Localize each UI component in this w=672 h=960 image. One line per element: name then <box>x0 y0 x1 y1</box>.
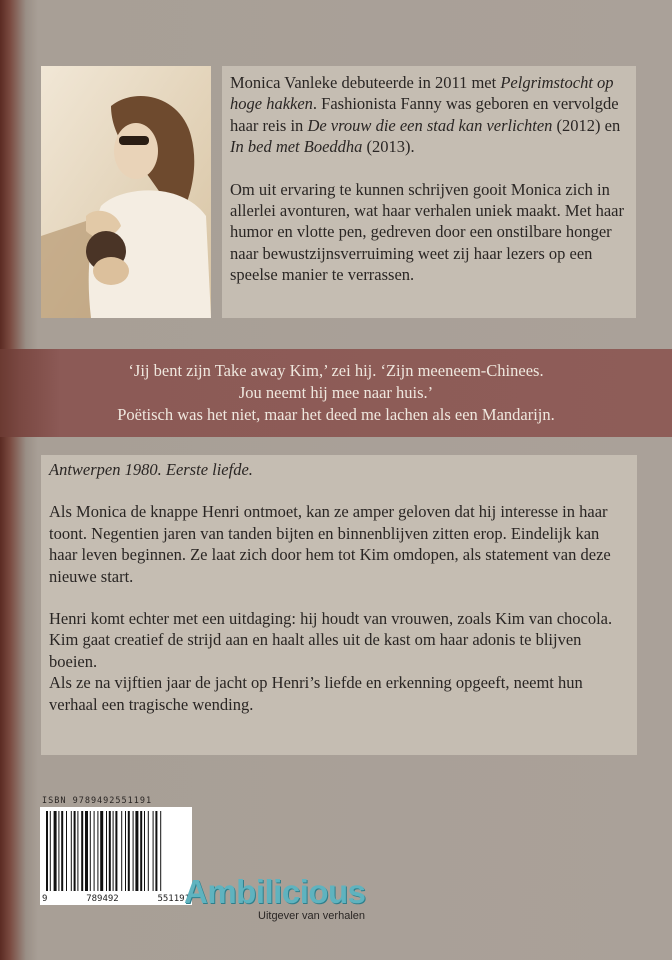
blurb-intro-text: Antwerpen 1980. Eerste liefde. <box>49 460 253 479</box>
quote-line-1: ‘Jij bent zijn Take away Kim,’ zei hij. ‘Zijn meeneem-Chinees. <box>128 361 544 380</box>
barcode-first-digit: 9 <box>42 894 48 904</box>
bio-text: Monica Vanleke debuteerde in 2011 met <box>230 73 497 92</box>
book-title-1: Pelgrimstocht op hoge hakken <box>230 73 614 114</box>
publisher-tagline: Uitgever van verhalen <box>258 910 366 922</box>
blurb-paragraph-1: Als Monica de knappe Henri ontmoet, kan ze amper geloven dat hij interesse in haar toont. Negentien jaren van tanden bijten en binnenblijven zitten erop. Eindelijk kan haar leven beginnen. Ze laat zich door hem tot Kim omdopen, als statement van deze nieuwe start. <box>49 502 611 586</box>
barcode-digits <box>40 893 192 905</box>
blurb-intro <box>49 459 627 480</box>
barcode-group-1: 789492 <box>86 894 119 904</box>
bio-text: (2013). <box>362 137 415 157</box>
quote-line-3: Poëtisch was het niet, maar het deed me lachen als een Mandarijn. <box>117 405 555 424</box>
book-title-2: De vrouw die een stad kan verlichten <box>307 115 553 135</box>
quote-band <box>0 349 672 437</box>
blurb-paragraph-3: Als ze na vijftien jaar de jacht op Henri’s liefde en erkenning opgeeft, neemt hun verhaal een tragische wending. <box>49 673 583 714</box>
author-photo <box>41 66 211 318</box>
author-photo-illustration <box>41 66 211 318</box>
author-bio-paragraph-1 <box>230 72 626 158</box>
barcode <box>40 807 192 893</box>
blurb-panel <box>41 455 637 755</box>
blurb-paragraph-2: Henri komt echter met een uitdaging: hij houdt van vrouwen, zoals Kim van chocola. Kim gaat creatief de strijd aan en haalt alles uit de kast om haar adonis te blijven boeien. <box>49 609 613 671</box>
author-bio-paragraph-2: Om uit ervaring te kunnen schrijven gooit Monica zich in allerlei avonturen, wat haar verhalen uniek maakt. Met haar humor en vlotte pen, gedreven door een onstilbare honger naar bewustzijnsverruiming weet zij haar lezers op een speelse manier te verrassen. <box>230 179 624 285</box>
bio-text: (2012) en <box>552 115 621 135</box>
publisher-logo <box>184 873 374 923</box>
barcode-group-2: 551191 <box>157 894 190 904</box>
isbn-label: ISBN 9789492551191 <box>42 796 153 806</box>
author-bio-panel <box>222 66 636 318</box>
barcode-bars <box>40 807 192 893</box>
book-title-3: In bed met Boeddha <box>230 137 363 157</box>
bio-text: . Fashionista Fanny was geboren en vervolgde haar reis in <box>230 94 619 135</box>
publisher-name: Ambilicious <box>184 873 366 910</box>
quote-line-2: Jou neemt hij mee naar huis.’ <box>238 383 434 402</box>
